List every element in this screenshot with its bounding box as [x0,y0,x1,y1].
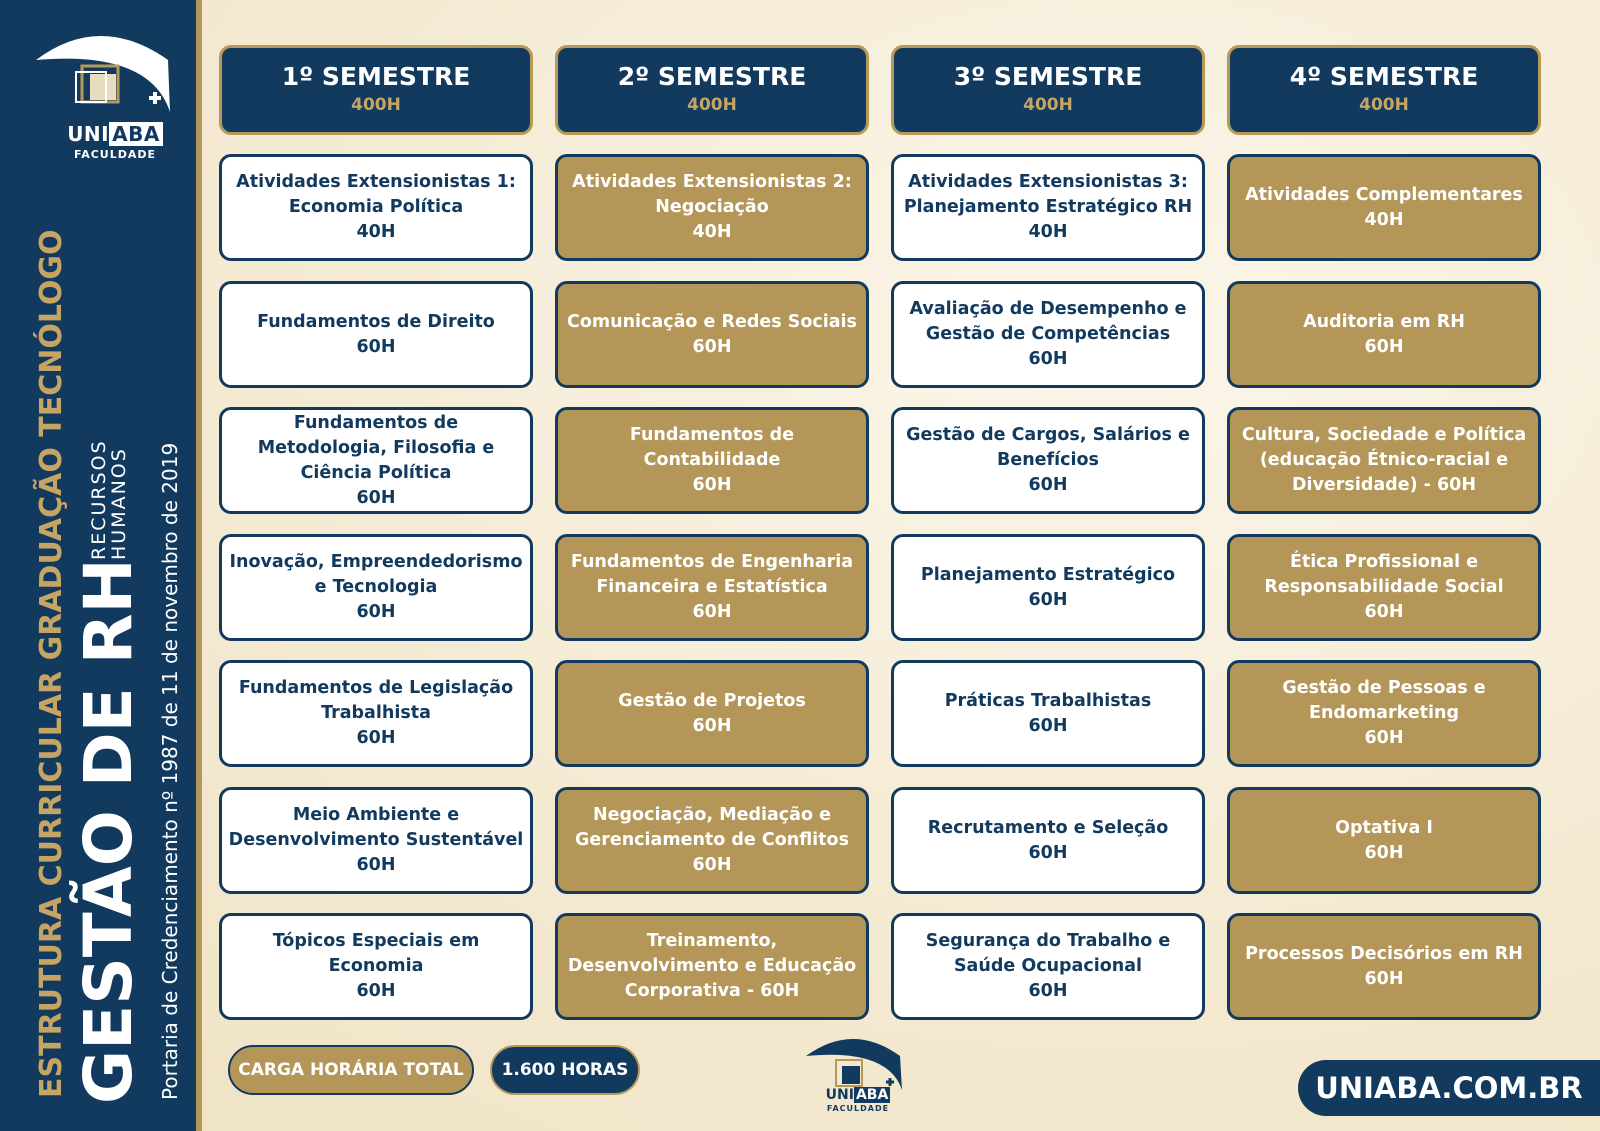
brand-subtitle: FACULDADE [73,148,157,161]
course-hours: 40H [692,222,732,242]
course-name: Cultura, Sociedade e Política (educação Étnico-racial e Diversidade) - 60H [1241,425,1527,495]
course-card [555,787,869,894]
course-card [219,534,533,641]
course-card [219,407,533,514]
course-name: Comunicação e Redes Sociais [567,311,857,332]
course-name: Inovação, Empreendedorismo e Tecnologia [229,552,523,597]
total-hours-label: CARGA HORÁRIA TOTAL [228,1045,474,1095]
ordinance-text: Portaria de Credenciamento nº 1987 de 11 de novembro de 2019 [158,442,182,1100]
course-name: Fundamentos de Legislação Trabalhista [238,678,514,723]
course-name: Avaliação de Desempenho e Gestão de Competências [909,299,1187,344]
course-card [1227,281,1541,388]
curriculum-heading: ESTRUTURA CURRICULAR GRADUAÇÃO TECNÓLOGO [34,229,69,1098]
course-card [219,787,533,894]
semester-header-2 [555,45,869,135]
course-card [555,407,869,514]
course-card [1227,407,1541,514]
semester-title: 3º SEMESTRE [953,62,1143,91]
course-name: Ética Profissional e Responsabilidade Social [1264,552,1504,597]
course-name: Gestão de Cargos, Salários e Benefícios [906,425,1190,470]
course-card [1227,154,1541,261]
course-name: Fundamentos de Engenharia Financeira e Estatística [570,552,854,597]
course-hours: 60H [1028,981,1068,1001]
course-hours: 60H [356,728,396,748]
course-hours: 60H [1364,968,1404,989]
brand-wordmark: UNI ABA [56,122,174,146]
course-name: Processos Decisórios em RH [1245,943,1523,964]
course-name: Recrutamento e Seleção [927,817,1169,838]
course-hours: 60H [692,715,732,736]
course-title: GESTÃO DE RH [70,558,147,1104]
course-card [1227,913,1541,1020]
course-area [90,439,130,560]
course-hours: 60H [1028,589,1068,610]
course-card [891,660,1205,767]
course-card [891,534,1205,641]
course-hours: 60H [1364,842,1404,863]
course-hours: 60H [1364,728,1404,748]
total-hours-value: 1.600 HORAS [490,1045,640,1095]
course-card [219,154,533,261]
semester-title: 4º SEMESTRE [1289,62,1479,91]
course-hours: 40H [1028,222,1068,242]
course-name: Fundamentos de Metodologia, Filosofia e Ciência Política [257,412,495,483]
course-hours: 60H [1364,602,1404,622]
course-card [891,407,1205,514]
course-name: Atividades Extensionistas 3: Planejamento Estratégico RH [903,172,1193,217]
course-card [555,154,869,261]
course-card [219,913,533,1020]
course-name: Meio Ambiente e Desenvolvimento Sustentável [228,805,524,850]
course-card [1227,660,1541,767]
semester-title: 2º SEMESTRE [617,62,807,91]
course-hours: 60H [692,475,732,495]
semester-header-3 [891,45,1205,135]
course-card [891,281,1205,388]
course-hours: 60H [1028,349,1068,369]
course-name: Treinamento, Desenvolvimento e Educação Corporativa - 60H [567,931,857,1001]
course-card [1227,534,1541,641]
course-name: Atividades Extensionistas 1: Economia Política [236,172,516,217]
semester-header-4 [1227,45,1541,135]
course-hours: 60H [692,855,732,875]
course-area-line1: RECURSOS [88,439,110,560]
course-card [219,281,533,388]
course-area-line2: HUMANOS [107,447,130,560]
course-name: Fundamentos de Contabilidade [629,425,795,470]
semester-hours: 400H [687,95,737,115]
course-name: Tópicos Especiais em Economia [272,931,480,976]
course-hours: 60H [356,855,396,875]
course-hours: 60H [692,602,732,622]
course-hours: 60H [1364,336,1404,357]
course-name: Gestão de Pessoas e Endomarketing [1282,678,1486,723]
course-card [1227,787,1541,894]
course-hours: 60H [356,602,396,622]
course-card [219,660,533,767]
course-hours: 60H [356,981,396,1001]
course-card [555,913,869,1020]
brand-subtitle-bottom: FACULDADE [826,1104,890,1113]
course-name: Planejamento Estratégico [920,564,1176,585]
course-hours: 60H [356,487,396,508]
course-name: Atividades Complementares [1245,184,1523,205]
course-card [891,787,1205,894]
course-name: Auditoria em RH [1303,311,1465,332]
course-name: Negociação, Mediação e Gerenciamento de Conflitos [574,805,849,850]
course-card [891,913,1205,1020]
course-card [555,660,869,767]
semester-hours: 400H [1359,95,1409,115]
course-name: Segurança do Trabalho e Saúde Ocupacional [925,931,1171,976]
course-hours: 40H [356,222,396,242]
course-name: Práticas Trabalhistas [944,690,1152,711]
course-name: Optativa I [1335,817,1433,838]
course-card [555,534,869,641]
brand-wordmark-bottom: UNI ABA [825,1087,889,1103]
semester-header-1 [219,45,533,135]
course-hours: 60H [356,336,396,357]
course-name: Fundamentos de Direito [257,311,495,332]
course-hours: 40H [1364,209,1404,230]
course-card [891,154,1205,261]
semester-hours: 400H [1023,95,1073,115]
course-name: Atividades Extensionistas 2: Negociação [572,172,852,217]
course-card [555,281,869,388]
course-hours: 60H [1028,475,1068,495]
sidebar-divider [196,0,202,1131]
website-link[interactable]: UNIABA.COM.BR [1298,1060,1600,1116]
course-name: Gestão de Projetos [618,690,806,711]
course-hours: 60H [692,336,732,357]
semester-hours: 400H [351,95,401,115]
course-hours: 60H [1028,842,1068,863]
course-hours: 60H [1028,715,1068,736]
semester-title: 1º SEMESTRE [281,62,471,91]
